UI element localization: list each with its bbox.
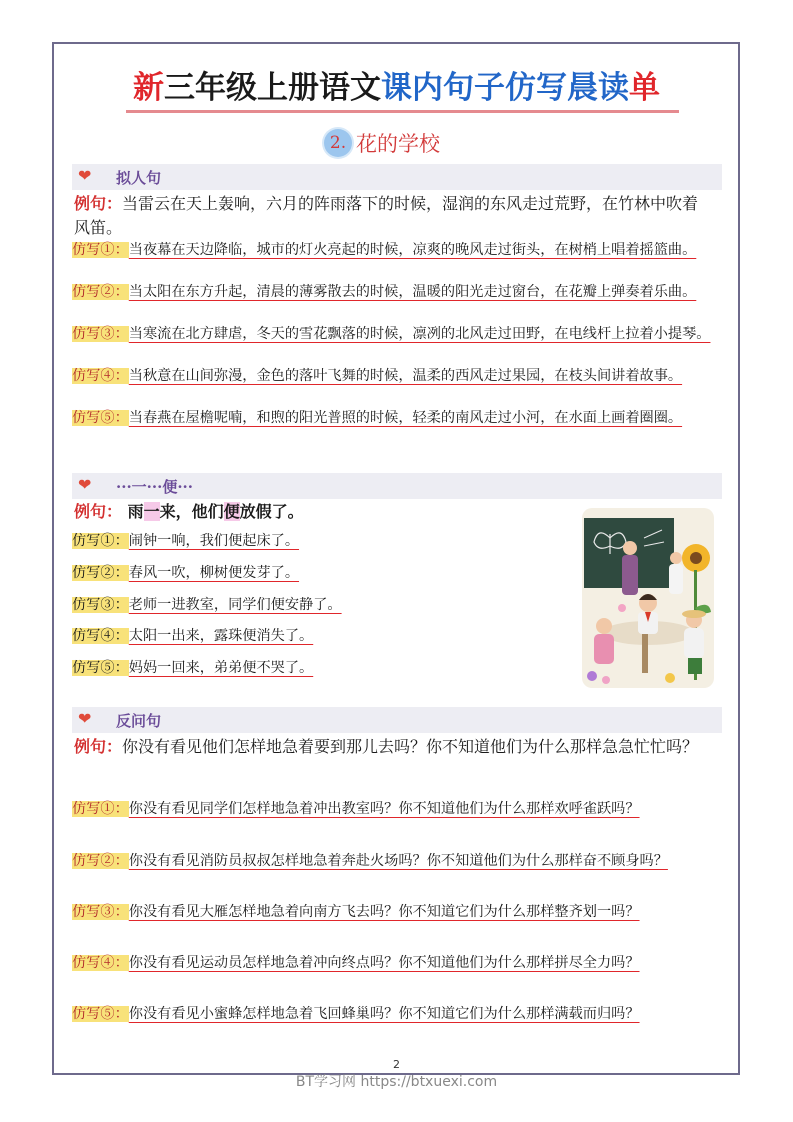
item-tag: 仿写②： <box>72 284 129 300</box>
example-keyword: 一 <box>143 502 160 521</box>
item-text: 当太阳在东方升起，清晨的薄雾散去的时候，温暖的阳光走过窗台，在花瓣上弹奏着乐曲。 <box>128 284 697 300</box>
lesson-name: 花的学校 <box>356 132 440 156</box>
page-title <box>0 62 793 107</box>
item-tag: 仿写②： <box>72 565 129 581</box>
list-item <box>72 282 712 303</box>
item-tag: 仿写⑤： <box>72 1006 129 1022</box>
footer-watermark: BT学习网 https://btxuexi.com <box>295 1074 498 1090</box>
list-item <box>72 953 712 974</box>
item-tag: 仿写②： <box>72 853 129 869</box>
list-item <box>72 324 712 345</box>
item-tag: 仿写①： <box>72 533 129 549</box>
item-tag: 仿写④： <box>72 955 129 971</box>
list-item <box>72 626 313 647</box>
section-header <box>72 473 722 499</box>
list-item <box>72 240 712 261</box>
classroom-illustration <box>582 508 714 688</box>
item-text: 当春燕在屋檐呢喃，和煦的阳光普照的时候，轻柔的南风走过小河，在水面上画着圈圈。 <box>128 410 683 426</box>
heart-icon: ❤ <box>78 475 92 494</box>
item-text: 你没有看见小蜜蜂怎样地急着飞回蜂巢吗？你不知道它们为什么那样满载而归吗？ <box>128 1006 640 1022</box>
list-item <box>72 408 712 429</box>
title-underline <box>126 110 679 113</box>
title-part: 课内句子仿写 <box>381 70 567 106</box>
example-label: 例句： <box>74 502 123 521</box>
item-text: 你没有看见运动员怎样地急着冲向终点吗？你不知道他们为什么那样拼尽全力吗？ <box>128 955 640 971</box>
example-label: 例句： <box>74 737 123 756</box>
example-text: 雨 <box>127 502 144 521</box>
list-item <box>72 531 299 552</box>
list-item <box>72 1004 712 1025</box>
title-part: 三年级上册语文 <box>164 70 381 106</box>
item-tag: 仿写④： <box>72 368 129 384</box>
example-text: 当雷云在天上轰响，六月的阵雨落下的时候，湿润的东风走过荒野，在竹林中吹着风笛。 <box>74 194 699 237</box>
item-text: 老师一进教室，同学们便安静了。 <box>128 597 342 613</box>
example-sentence <box>74 192 714 240</box>
title-part: 单 <box>629 70 660 106</box>
item-tag: 仿写①： <box>72 801 129 817</box>
item-text: 你没有看见同学们怎样地急着冲出教室吗？你不知道他们为什么那样欢呼雀跃吗？ <box>128 801 640 817</box>
item-tag: 仿写③： <box>72 326 129 342</box>
item-tag: 仿写①： <box>72 242 129 258</box>
item-text: 当秋意在山间弥漫，金色的落叶飞舞的时候，温柔的西风走过果园，在枝头间讲着故事。 <box>128 368 683 384</box>
item-tag: 仿写③： <box>72 904 129 920</box>
lesson-heading <box>324 128 440 158</box>
title-part: 新 <box>133 70 164 106</box>
item-tag: 仿写⑤： <box>72 410 129 426</box>
list-item <box>72 902 712 923</box>
section-header <box>72 164 722 190</box>
list-item <box>72 366 712 387</box>
item-text: 当夜幕在天边降临，城市的灯火亮起的时候，凉爽的晚风走过街头，在树梢上唱着摇篮曲。 <box>128 242 697 258</box>
section-title: 拟人句 <box>116 169 162 187</box>
list-item <box>72 595 342 616</box>
example-text: 放假了。 <box>239 502 304 521</box>
item-text: 春风一吹，柳树便发芽了。 <box>128 565 300 581</box>
title-part: 晨读 <box>567 70 629 106</box>
item-tag: 仿写③： <box>72 597 129 613</box>
item-text: 你没有看见大雁怎样地急着向南方飞去吗？你不知道它们为什么那样整齐划一吗？ <box>128 904 640 920</box>
list-item <box>72 563 299 584</box>
item-text: 太阳一出来，露珠便消失了。 <box>128 628 314 644</box>
item-text: 闹钟一响，我们便起床了。 <box>128 533 300 549</box>
heart-icon: ❤ <box>78 709 92 728</box>
example-label: 例句： <box>74 194 123 213</box>
heart-icon: ❤ <box>78 166 92 185</box>
list-item <box>72 658 313 679</box>
item-text: 当寒流在北方肆虐，冬天的雪花飘落的时候，凛冽的北风走过田野，在电线杆上拉着小提琴。 <box>128 326 711 342</box>
example-text: 你没有看见他们怎样地急着要到那儿去吗？你不知道他们为什么那样急急忙忙吗？ <box>122 737 699 756</box>
item-text: 妈妈一回来，弟弟便不哭了。 <box>128 660 314 676</box>
list-item <box>72 851 712 872</box>
section-title: 反问句 <box>116 712 162 730</box>
page-number: 2 <box>393 1058 400 1071</box>
example-keyword: 便 <box>223 502 240 521</box>
section-title: ···一···便··· <box>116 478 193 496</box>
example-sentence <box>74 735 714 759</box>
list-item <box>72 799 712 820</box>
lesson-number-badge: 2. <box>324 129 352 157</box>
item-tag: 仿写⑤： <box>72 660 129 676</box>
item-tag: 仿写④： <box>72 628 129 644</box>
section-header <box>72 707 722 733</box>
example-text: 来，他们 <box>159 502 224 521</box>
item-text: 你没有看见消防员叔叔怎样地急着奔赴火场吗？你不知道他们为什么那样奋不顾身吗？ <box>128 853 668 869</box>
